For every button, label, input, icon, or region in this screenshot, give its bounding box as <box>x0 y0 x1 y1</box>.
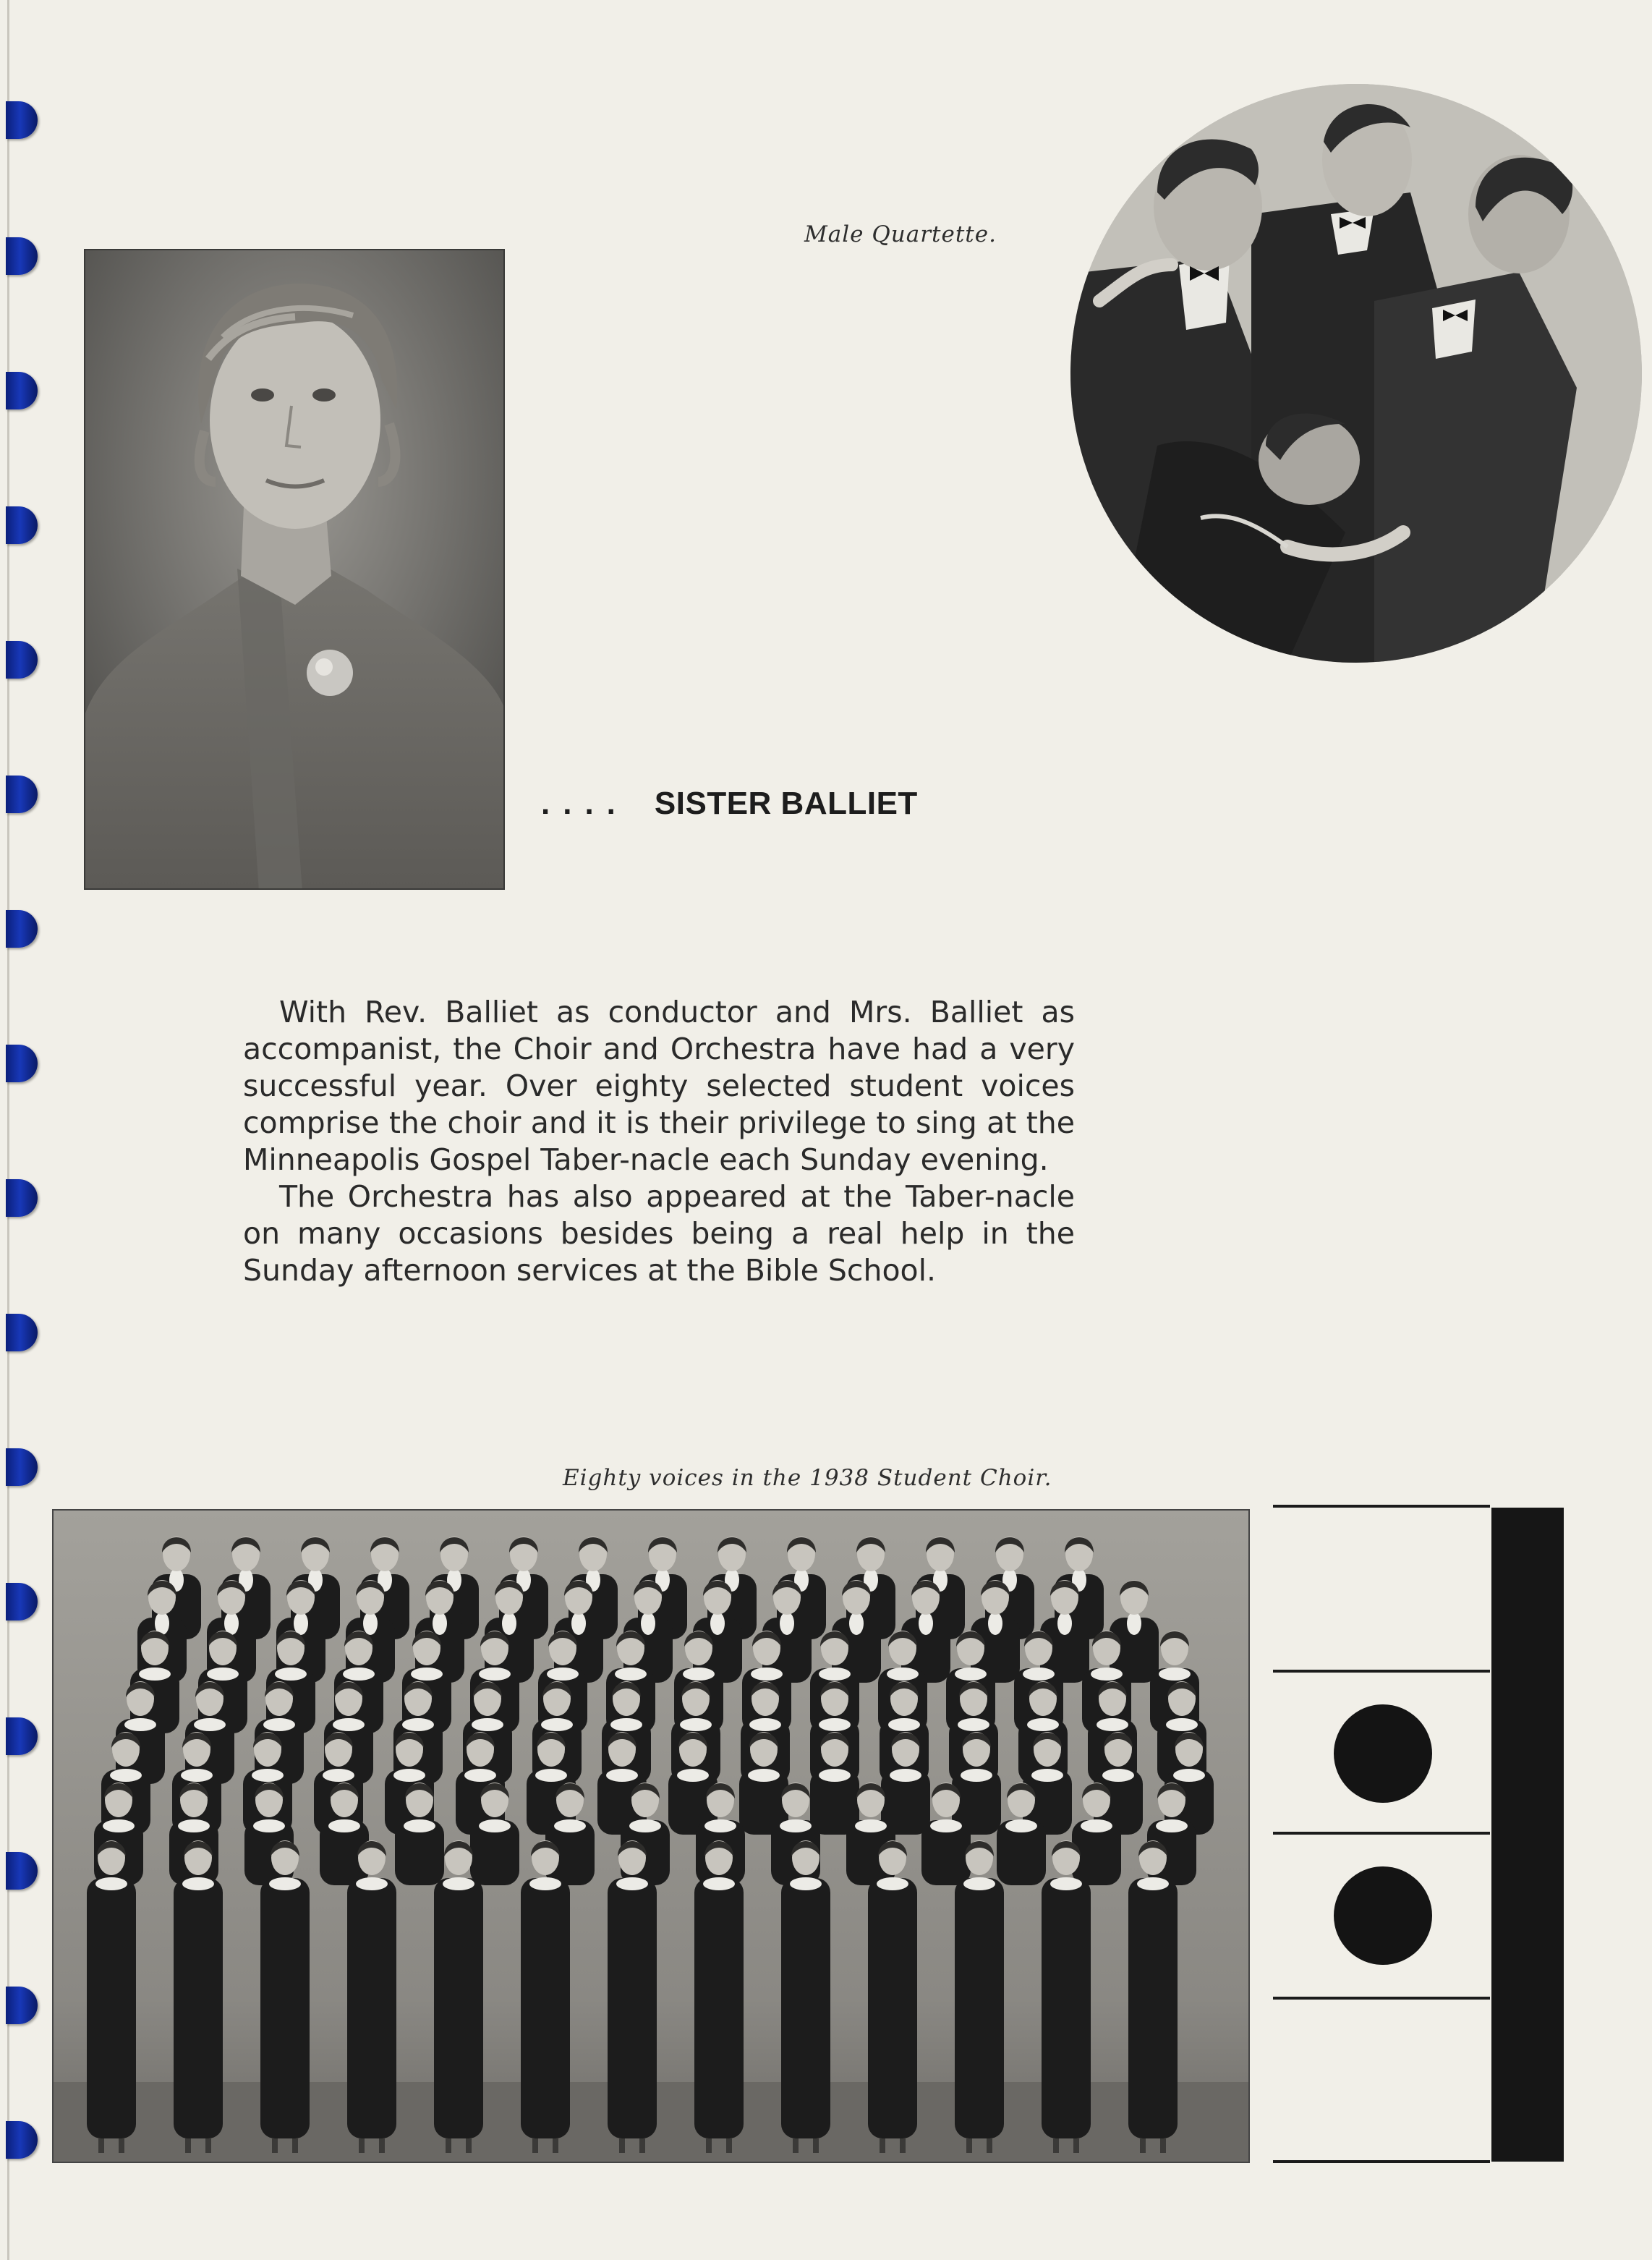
portrait-photo-image <box>85 250 505 890</box>
heading-title: SISTER BALLIET <box>654 786 918 821</box>
ornament-rule <box>1273 1832 1490 1835</box>
binding-ring-icon <box>6 506 38 544</box>
body-paragraph-1: With Rev. Balliet as conductor and Mrs. Balliet as accompanist, the Choir and Orchestra have had a very successful year. Over eighty selected student voices comprise the choir and it is their privilege to sing at the Minneapolis Gospel Taber-nacle each Sunday evening. <box>243 995 1075 1177</box>
binding-ring-icon <box>6 101 38 139</box>
ornament-rule <box>1273 2160 1490 2163</box>
decorative-ornament <box>1273 1505 1577 2163</box>
binding-ring-icon <box>6 1314 38 1351</box>
binding-ring-icon <box>6 2121 38 2159</box>
spiral-binding <box>0 0 43 2260</box>
binding-ring-icon <box>6 1448 38 1486</box>
ornament-rule <box>1273 1505 1490 1508</box>
binding-ring-icon <box>6 910 38 948</box>
binding-ring-icon <box>6 1045 38 1082</box>
binding-ring-icon <box>6 1852 38 1890</box>
heading-leader-dots: .... <box>541 786 629 821</box>
ornament-rule <box>1273 1670 1490 1673</box>
ornament-rule <box>1273 1997 1490 2000</box>
portrait-photo <box>84 249 505 890</box>
body-paragraph-2: The Orchestra has also appeared at the Taber-nacle on many occasions besides being a real help in the Sunday afternoon services at the Bible School. <box>243 1179 1075 1288</box>
choir-photo <box>52 1509 1250 2163</box>
choir-caption: Eighty voices in the 1938 Student Choir. <box>563 1465 1052 1491</box>
binding-ring-icon <box>6 1179 38 1217</box>
binding-ring-icon <box>6 776 38 813</box>
binding-ring-icon <box>6 372 38 409</box>
binding-ring-icon <box>6 1583 38 1620</box>
ornament-dot-icon <box>1334 1866 1432 1965</box>
body-text <box>243 994 1075 1289</box>
section-heading <box>541 786 918 822</box>
quartette-caption: Male Quartette. <box>804 221 997 247</box>
choir-photo-image <box>54 1511 1248 2162</box>
ornament-bar <box>1491 1508 1564 2162</box>
quartette-photo-image <box>1070 84 1642 663</box>
quartette-photo <box>1070 84 1642 663</box>
binding-ring-icon <box>6 1717 38 1755</box>
ornament-dot-icon <box>1334 1704 1432 1803</box>
binding-ring-icon <box>6 641 38 679</box>
binding-edge <box>7 0 9 2260</box>
binding-ring-icon <box>6 1987 38 2024</box>
binding-ring-icon <box>6 237 38 275</box>
